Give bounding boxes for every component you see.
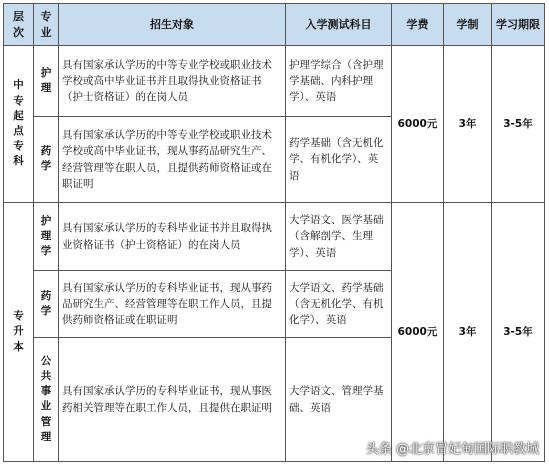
subjects-cell: 护理学综合（含护理学基础、内科护理学）、英语	[286, 46, 392, 117]
duration-cell: 3年	[444, 203, 492, 462]
header-period: 学习期限	[492, 4, 545, 46]
target-cell: 具有国家承认学历的专科毕业证书并且取得执业资格证书（护士资格证）的在岗人员	[59, 203, 286, 271]
table-row	[4, 46, 545, 117]
major-cell: 药学	[34, 117, 59, 203]
target-cell: 具有国家承认学历的专科毕业证书，现从事药品研究生产、经营管理等在职工作人员，且提供药师资格证或在职证明	[59, 271, 286, 338]
admissions-table	[3, 3, 545, 462]
header-target: 招生对象	[59, 4, 286, 46]
major-cell: 公共事业管理	[34, 338, 59, 462]
duration-cell: 3年	[444, 46, 492, 203]
header-fee: 学费	[392, 4, 444, 46]
subjects-cell: 药学基础（含无机化学、有机化学）、英语	[286, 117, 392, 203]
header-duration: 学制	[444, 4, 492, 46]
subjects-cell: 大学语文、药学基础（含无机化学、有机化学）、英语	[286, 271, 392, 338]
header-level: 层次	[4, 4, 34, 46]
major-cell: 护理学	[34, 203, 59, 271]
period-cell: 3-5年	[492, 46, 545, 203]
period-cell: 3-5年	[492, 203, 545, 462]
header-subjects: 入学测试科目	[286, 4, 392, 46]
header-row	[4, 4, 545, 46]
major-cell: 护理	[34, 46, 59, 117]
table-row	[4, 203, 545, 271]
fee-cell: 6000元	[392, 46, 444, 203]
watermark: 头条 @北京冒妃甸国际职教城	[365, 442, 539, 457]
fee-cell: 6000元	[392, 203, 444, 462]
subjects-cell: 大学语文、医学基础（含解剖学、生理学）、英语	[286, 203, 392, 271]
header-major: 专业	[34, 4, 59, 46]
level-cell-zhuanshengben: 专升本	[4, 203, 34, 462]
target-cell: 具有国家承认学历的专科毕业证书，现从事医药相关管理等在职工作人员，且提供在职证明	[59, 338, 286, 462]
target-cell: 具有国家承认学历的中等专业学校或职业技术学校或高中毕业证书并且取得执业资格证书（护士资格证）的在岗人员	[59, 46, 286, 117]
major-cell: 药学	[34, 271, 59, 338]
subjects-cell: 大学语文、管理学基础、英语	[286, 338, 392, 462]
target-cell: 具有国家承认学历的中等专业学校或职业技术学校或高中毕业证书，现从事药品研究生产、经营管理等在职人员，且提供药师资格证或在职证明	[59, 117, 286, 203]
level-cell-zhuanke: 中专起点专科	[4, 46, 34, 203]
